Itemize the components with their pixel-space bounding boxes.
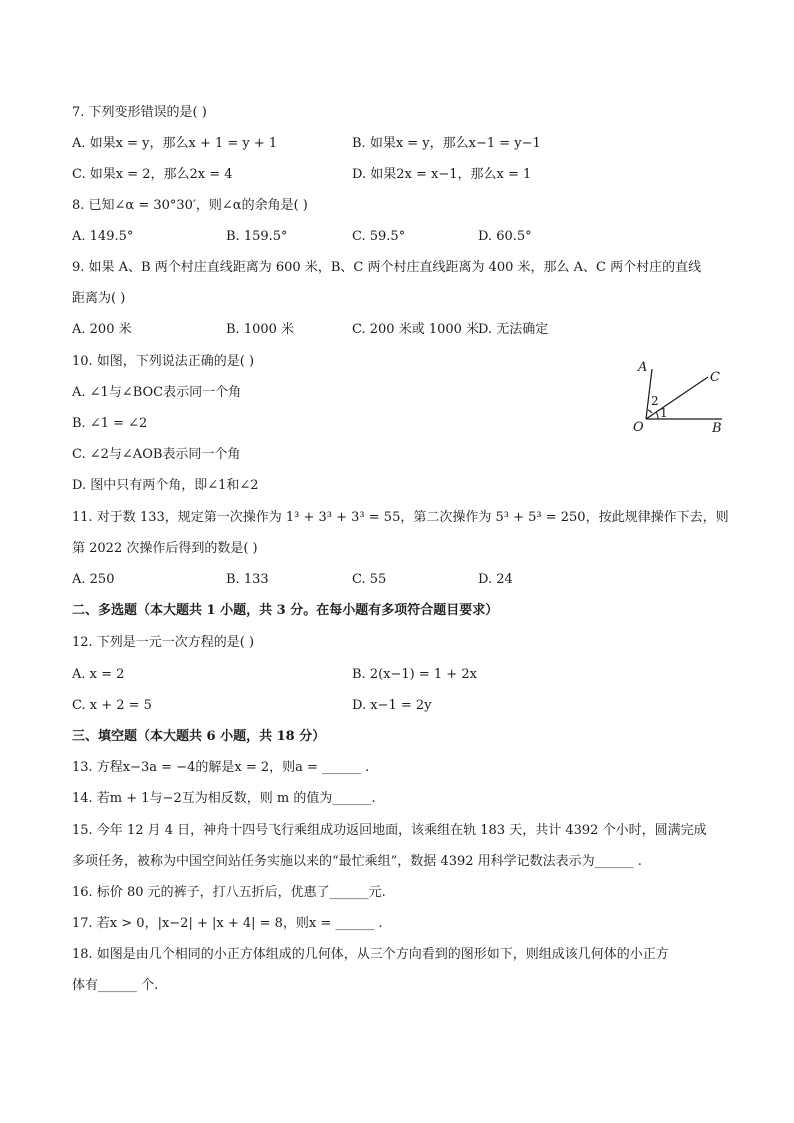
q11-option-a: A. 250 [72, 572, 115, 587]
q9-option-d: D. 无法确定 [478, 322, 549, 337]
q9-option-b: B. 1000 米 [226, 322, 295, 337]
label-c: C [710, 370, 720, 385]
q10-option-d: D. 图中只有两个角，即∠1和∠2 [72, 478, 259, 493]
label-b: B [712, 421, 722, 435]
q8-stem: 8. 已知∠α = 30°30′，则∠α的余角是( ) [72, 198, 308, 213]
q9-option-c: C. 200 米或 1000 米 [352, 322, 480, 337]
q10-option-c: C. ∠2与∠AOB表示同一个角 [72, 447, 241, 462]
q17-text: 17. 若x > 0，|x−2| + |x + 4| = 8，则x = ______ . [72, 916, 383, 931]
angle-figure [628, 355, 728, 435]
q7-option-b: B. 如果x = y，那么x−1 = y−1 [352, 136, 541, 151]
arc-angle-1 [656, 412, 658, 419]
q8-option-d: D. 60.5° [478, 229, 532, 244]
q11-stem-line2: 第 2022 次操作后得到的数是( ) [72, 541, 258, 556]
q10-option-b: B. ∠1 = ∠2 [72, 416, 148, 431]
q10-stem: 10. 如图，下列说法正确的是( ) [72, 354, 255, 369]
label-angle-1: 1 [660, 406, 668, 420]
q14-text: 14. 若m + 1与−2互为相反数，则 m 的值为______. [72, 791, 376, 806]
q8-option-c: C. 59.5° [352, 229, 406, 244]
q18-line1: 18. 如图是由几个相同的小正方体组成的几何体，从三个方向看到的图形如下，则组成该几何体的小正方 [72, 947, 669, 962]
q12-stem: 12. 下列是一元一次方程的是( ) [72, 635, 255, 650]
q9-option-a: A. 200 米 [72, 322, 132, 337]
q12-option-c: C. x + 2 = 5 [72, 698, 152, 713]
q9-stem-line1: 9. 如果 A、B 两个村庄直线距离为 600 米，B、C 两个村庄直线距离为 400 米，那么 A、C 两个村庄的直线 [72, 260, 702, 275]
q7-option-d: D. 如果2x = x−1，那么x = 1 [352, 167, 532, 182]
q7-option-c: C. 如果x = 2，那么2x = 4 [72, 167, 233, 182]
q11-option-c: C. 55 [352, 572, 387, 587]
q10-option-a: A. ∠1与∠BOC表示同一个角 [72, 385, 242, 400]
q16-text: 16. 标价 80 元的裤子，打八五折后，优惠了______元. [72, 885, 386, 900]
q18-line2: 体有______ 个. [72, 978, 159, 993]
q15-line1: 15. 今年 12 月 4 日，神舟十四号飞行乘组成功返回地面，该乘组在轨 183 天，共计 4392 个小时，圆满完成 [72, 823, 707, 838]
arc-angle-2 [648, 410, 652, 413]
q9-stem-line2: 距离为( ) [72, 291, 126, 306]
q7-option-a: A. 如果x = y，那么x + 1 = y + 1 [72, 136, 278, 151]
q8-option-a: A. 149.5° [72, 229, 134, 244]
q7-stem: 7. 下列变形错误的是( ) [72, 105, 207, 120]
q11-option-d: D. 24 [478, 572, 513, 587]
q11-stem-line1: 11. 对于数 133，规定第一次操作为 1³ + 3³ + 3³ = 55，第二次操作为 5³ + 5³ = 250，按此规律操作下去，则 [72, 510, 729, 525]
label-a: A [638, 360, 648, 375]
q12-option-a: A. x = 2 [72, 667, 125, 682]
label-angle-2: 2 [651, 394, 659, 408]
q8-option-b: B. 159.5° [226, 229, 288, 244]
q11-option-b: B. 133 [226, 572, 269, 587]
q12-option-b: B. 2(x−1) = 1 + 2x [352, 667, 477, 682]
section-heading-multiple-choice: 二、多选题（本大题共 1 小题，共 3 分。在每小题有多项符合题目要求） [72, 603, 499, 618]
label-o: O [633, 420, 644, 435]
section-heading-fill-in: 三、填空题（本大题共 6 小题，共 18 分） [72, 729, 326, 744]
q13-text: 13. 方程x−3a = −4的解是x = 2，则a = ______ . [72, 760, 370, 775]
q12-option-d: D. x−1 = 2y [352, 698, 432, 713]
q15-line2: 多项任务，被称为中国空间站任务实施以来的“最忙乘组”，数据 4392 用科学记数法表示为______ . [72, 854, 642, 869]
